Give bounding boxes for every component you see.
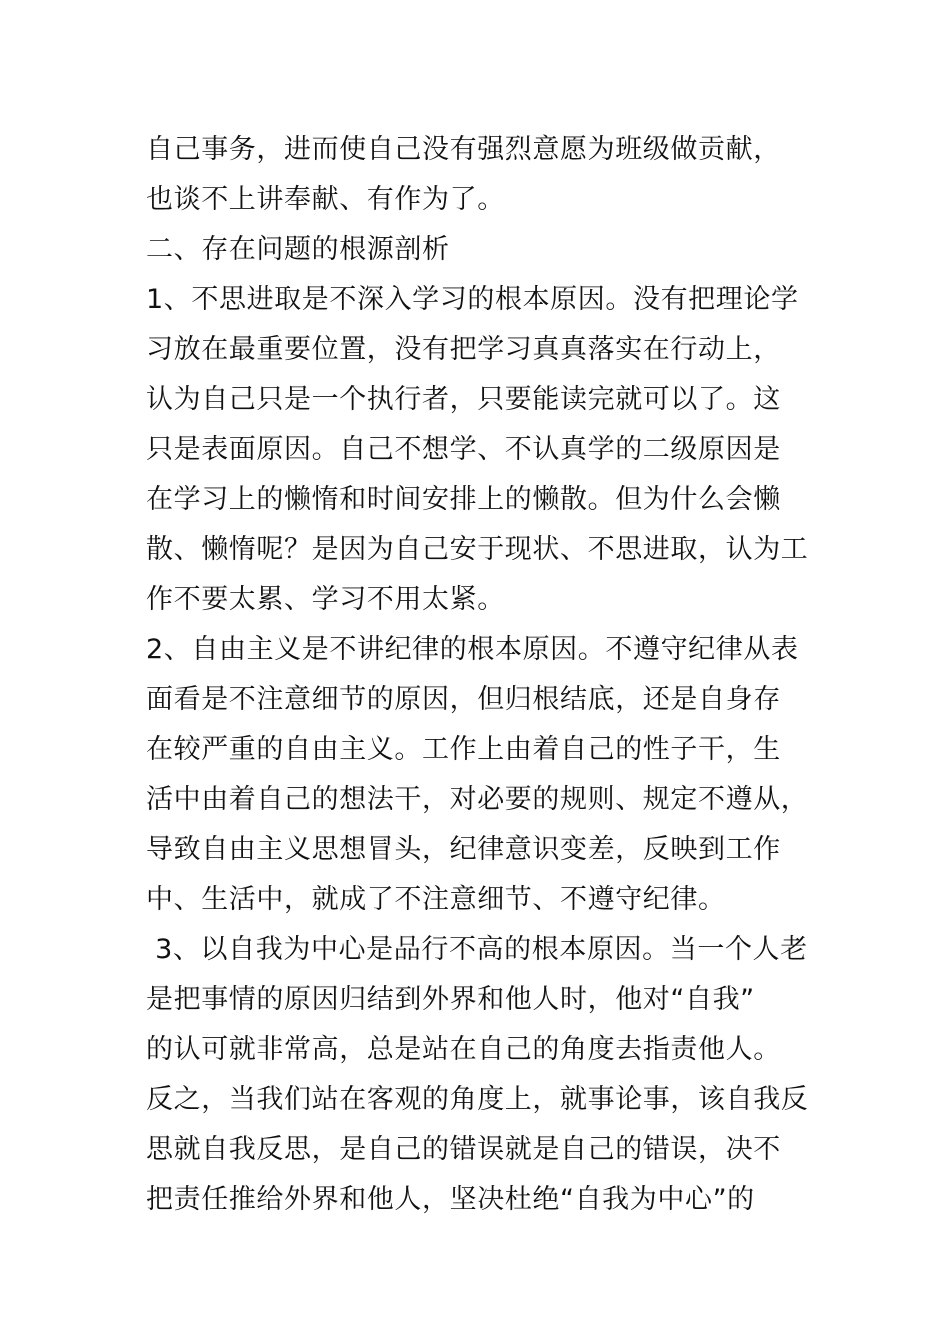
text-line: 在较严重的自由主义。工作上由着自己的性子干，生 <box>146 734 781 765</box>
text-line: 在学习上的懒惰和时间安排上的懒散。但为什么会懒 <box>146 484 781 515</box>
text-line: 也谈不上讲奉献、有作为了。 <box>146 184 505 215</box>
text-line: 反之，当我们站在客观的角度上，就事论事，该自我反 <box>146 1084 809 1115</box>
text-line: 只是表面原因。自己不想学、不认真学的二级原因是 <box>146 434 781 465</box>
text-line: 活中由着自己的想法干，对必要的规则、规定不遵从， <box>146 784 809 815</box>
text-line: 1、不思进取是不深入学习的根本原因。没有把理论学 <box>146 284 799 315</box>
text-line: 认为自己只是一个执行者，只要能读完就可以了。这 <box>146 384 781 415</box>
text-line: 3、以自我为中心是品行不高的根本原因。当一个人老 <box>146 934 808 965</box>
text-line: 是把事情的原因归结到外界和他人时，他对“自我” <box>146 984 755 1015</box>
text-line: 导致自由主义思想冒头，纪律意识变差，反映到工作 <box>146 834 781 865</box>
text-line: 思就自我反思，是自己的错误就是自己的错误，决不 <box>146 1134 781 1165</box>
text-line: 的认可就非常高，总是站在自己的角度去指责他人。 <box>146 1034 781 1065</box>
text-line: 2、自由主义是不讲纪律的根本原因。不遵守纪律从表 <box>146 634 799 665</box>
text-line: 面看是不注意细节的原因，但归根结底，还是自身存 <box>146 684 781 715</box>
text-line: 中、生活中，就成了不注意细节、不遵守纪律。 <box>146 884 726 915</box>
section-heading: 二、存在问题的根源剖析 <box>146 234 450 265</box>
text-line: 把责任推给外界和他人，坚决杜绝“自我为中心”的 <box>146 1184 755 1215</box>
text-line: 作不要太累、学习不用太紧。 <box>146 584 505 615</box>
text-line: 习放在最重要位置，没有把学习真真落实在行动上， <box>146 334 781 365</box>
text-line: 自己事务，进而使自己没有强烈意愿为班级做贡献， <box>146 134 781 165</box>
text-line: 散、懒惰呢？是因为自己安于现状、不思进取，认为工 <box>146 534 809 565</box>
